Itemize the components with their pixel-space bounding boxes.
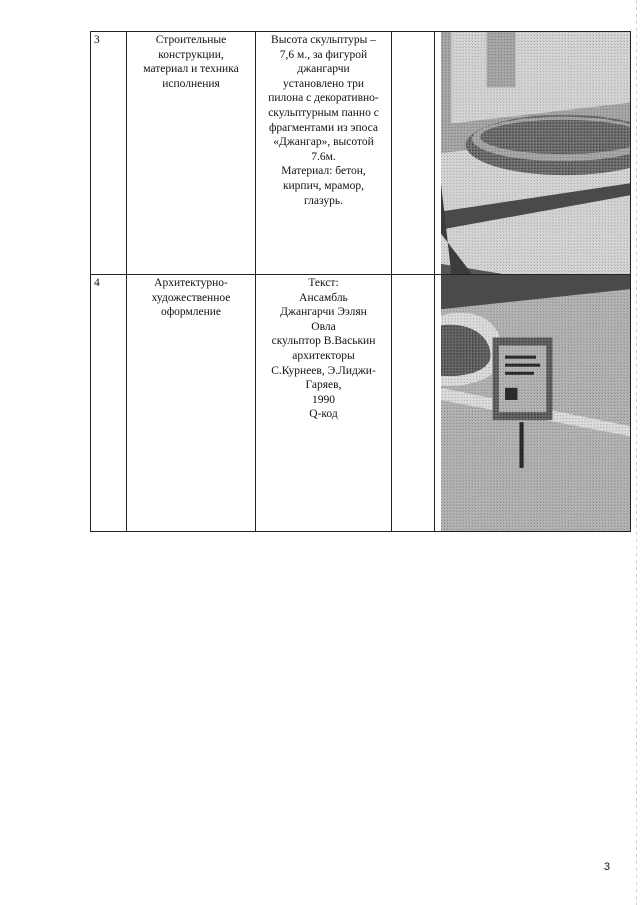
photo-cell — [435, 32, 631, 275]
row-description — [256, 275, 392, 532]
row-description-line: Овла — [311, 320, 336, 333]
row-title-line: конструкции, — [158, 48, 224, 61]
row-title-line: оформление — [160, 306, 222, 319]
row-description-line: Материал: бетон, — [281, 165, 366, 178]
empty-cell — [392, 275, 435, 532]
row-description-line: глазурь. — [304, 194, 343, 207]
row-title-line: Строительные — [155, 34, 227, 46]
monument-photo-image — [441, 32, 630, 274]
row-description-line: Q-код — [309, 408, 338, 421]
row-title — [127, 275, 256, 532]
row-description-line: 7,6 м., за фигурой — [279, 48, 368, 61]
row-description-line: фрагментами из эпоса — [268, 121, 379, 134]
table-row — [91, 32, 631, 275]
row-description — [256, 32, 392, 275]
row-description-line: джангарчи — [297, 63, 350, 76]
row-description-line: скульптор В.Васькин — [271, 335, 376, 348]
row-title-line: Архитектурно- — [154, 277, 228, 289]
row-title — [127, 32, 256, 275]
row-description-line: «Джангар», высотой — [273, 136, 374, 149]
row-number: 4 — [91, 275, 127, 532]
row-description-line: Ансамбль — [299, 291, 348, 304]
scan-edge-line — [636, 0, 637, 905]
empty-cell — [392, 32, 435, 275]
table-row — [91, 275, 631, 532]
row-number: 3 — [91, 32, 127, 275]
row-description-line: Гаряев, — [305, 379, 342, 392]
row-description-line: Высота скульптуры – — [271, 34, 376, 46]
plaque-photo-image — [441, 275, 630, 531]
monument-table — [90, 31, 631, 532]
page-number: 3 — [603, 861, 610, 873]
row-description-line: С.Курнеев, Э.Лиджи- — [271, 364, 376, 377]
row-description-line: 7.6м. — [311, 150, 336, 163]
plaque-photo — [441, 275, 630, 531]
row-description-line: скульптурным панно с — [268, 106, 379, 119]
row-description-line: Джангарчи Ээлян — [280, 306, 367, 319]
row-description-line: архитекторы — [292, 349, 355, 362]
row-title-line: исполнения — [162, 77, 220, 90]
photo-cell — [435, 275, 631, 532]
monument-photo — [441, 32, 630, 274]
row-title-line: материал и техника — [143, 63, 239, 76]
row-description-line: пилона с декоративно- — [268, 92, 379, 105]
row-title-line: художественное — [151, 291, 231, 304]
row-description-line: Текст: — [308, 277, 339, 289]
row-description-line: 1990 — [312, 393, 335, 406]
row-description-line: кирпич, мрамор, — [282, 179, 365, 192]
row-description-line: установлено три — [283, 77, 364, 90]
